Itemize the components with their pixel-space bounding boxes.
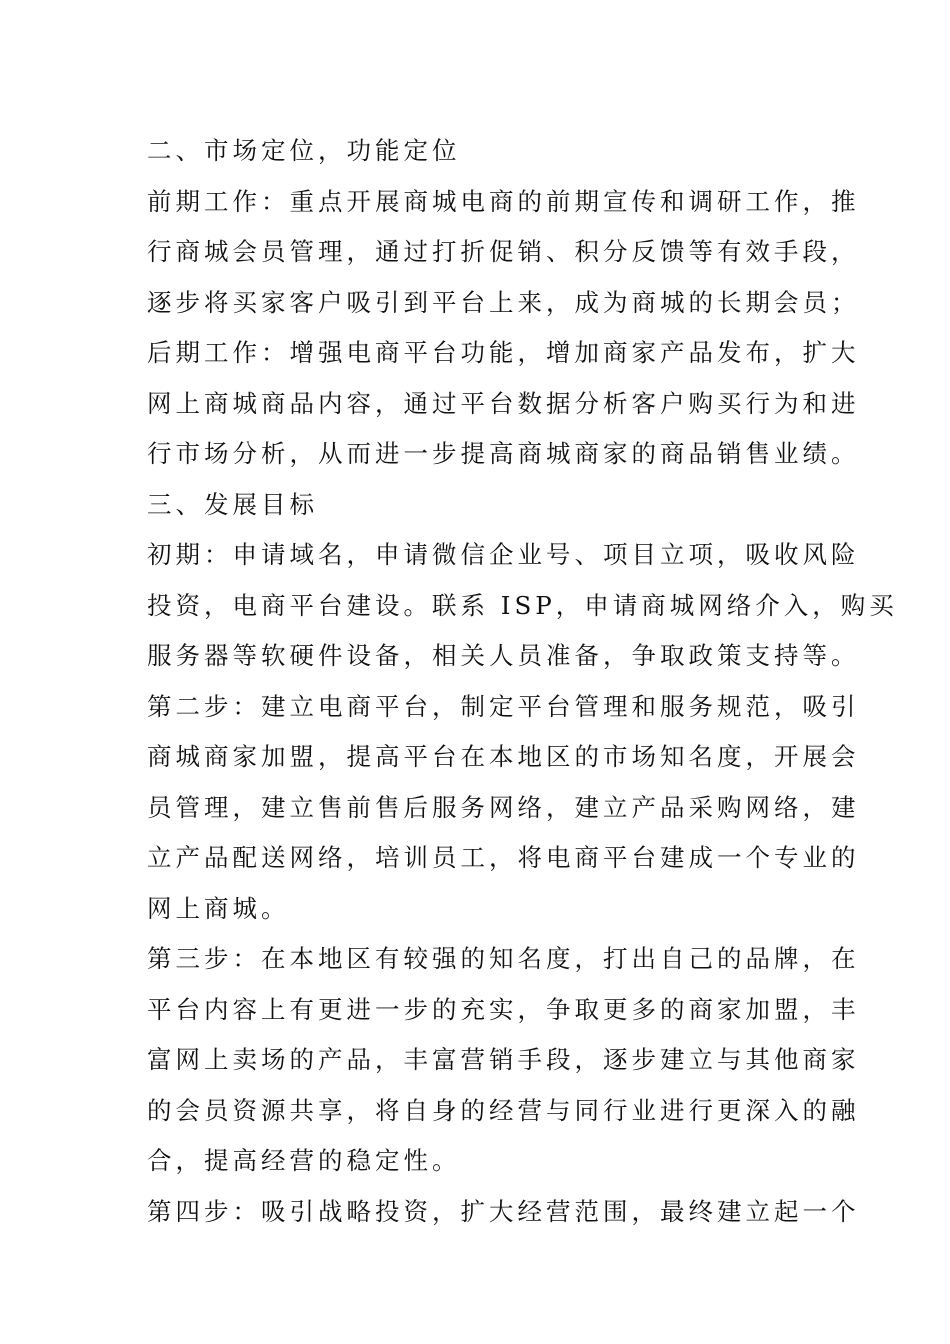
- paragraph-line: 员管理，建立售前售后服务网络，建立产品采购网络，建: [147, 792, 860, 822]
- paragraph-line: 前期工作：重点开展商城电商的前期宣传和调研工作，推: [147, 186, 860, 216]
- paragraph-line: 行市场分析，从而进一步提高商城商家的商品销售业绩。: [147, 439, 860, 468]
- paragraph-line: 平台内容上有更进一步的充实，争取更多的商家加盟，丰: [147, 994, 860, 1024]
- paragraph-line: 第二步：建立电商平台，制定平台管理和服务规范，吸引: [147, 691, 860, 721]
- paragraph-line: 服务器等软硬件设备，相关人员准备，争取政策支持等。: [147, 641, 860, 670]
- document-body: [147, 126, 898, 1237]
- paragraph-line: 行商城会员管理，通过打折促销、积分反馈等有效手段，: [147, 237, 860, 266]
- paragraph-line: 网上商城商品内容，通过平台数据分析客户购买行为和进: [147, 388, 860, 418]
- paragraph-line: 逐步将买家客户吸引到平台上来，成为商城的长期会员；: [147, 287, 860, 317]
- paragraph-line: 富网上卖场的产品，丰富营销手段，逐步建立与其他商家: [147, 1045, 860, 1074]
- paragraph-line: 投资，电商平台建设。联系 ISP，申请商城网络介入，购买: [147, 590, 898, 620]
- section-heading-development-goals: 三、发展目标: [147, 489, 318, 519]
- paragraph-line: 后期工作：增强电商平台功能，增加商家产品发布，扩大: [147, 338, 860, 367]
- paragraph-line: 第四步：吸引战略投资，扩大经营范围，最终建立起一个: [147, 1196, 860, 1226]
- section-heading-market-positioning: 二、市场定位，功能定位: [147, 136, 461, 165]
- paragraph-line: 网上商城。: [147, 893, 290, 923]
- paragraph-line: 初期：申请域名，申请微信企业号、项目立项，吸收风险: [147, 540, 860, 569]
- paragraph-line: 第三步：在本地区有较强的知名度，打出自己的品牌，在: [147, 944, 860, 973]
- paragraph-line: 商城商家加盟，提高平台在本地区的市场知名度，开展会: [147, 742, 860, 771]
- paragraph-line: 的会员资源共享，将自身的经营与同行业进行更深入的融: [147, 1095, 860, 1125]
- paragraph-line: 立产品配送网络，培训员工，将电商平台建成一个专业的: [147, 843, 860, 872]
- paragraph-line: 合，提高经营的稳定性。: [147, 1146, 461, 1175]
